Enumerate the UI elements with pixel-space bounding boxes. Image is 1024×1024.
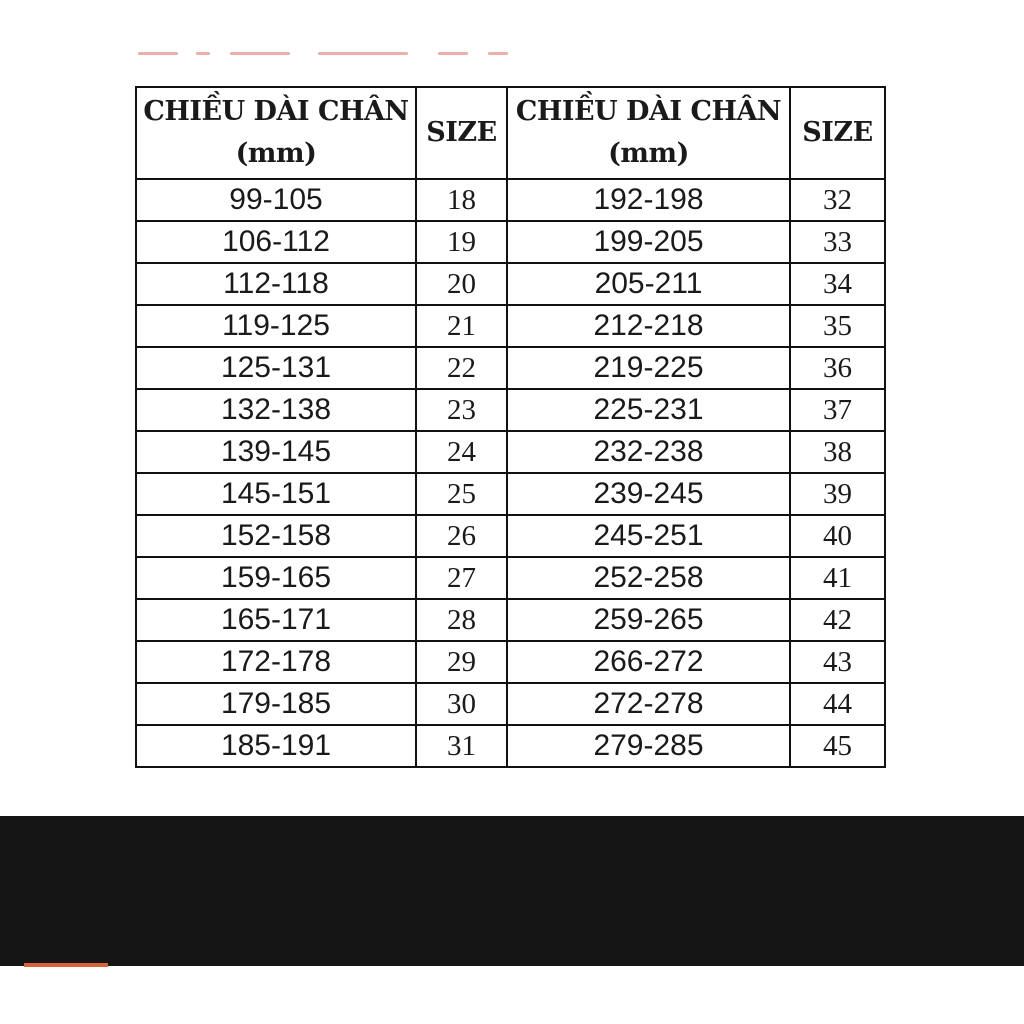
header-foot-length-right — [507, 87, 790, 179]
table-row — [136, 179, 885, 221]
cell-foot-length-left: 106-112 — [136, 221, 416, 263]
caption-fragment — [138, 52, 178, 55]
cell-size-left: 25 — [416, 473, 507, 515]
table-row — [136, 305, 885, 347]
cell-size-left: 29 — [416, 641, 507, 683]
shoe-size-table — [135, 86, 886, 768]
cell-foot-length-left: 99-105 — [136, 179, 416, 221]
cell-foot-length-right: 225-231 — [507, 389, 790, 431]
header-size-left: SIZE — [416, 87, 507, 179]
caption-fragment — [488, 52, 508, 55]
cell-size-left: 30 — [416, 683, 507, 725]
cropped-caption-remnant — [138, 46, 518, 60]
caption-fragment — [318, 52, 408, 55]
caption-fragment — [230, 52, 290, 55]
cell-foot-length-left: 185-191 — [136, 725, 416, 767]
cell-size-right: 37 — [790, 389, 885, 431]
cell-foot-length-right: 232-238 — [507, 431, 790, 473]
cell-foot-length-left: 119-125 — [136, 305, 416, 347]
header-foot-length-left — [136, 87, 416, 179]
orange-tab-indicator — [24, 963, 108, 967]
cell-size-right: 41 — [790, 557, 885, 599]
table-row — [136, 725, 885, 767]
cell-foot-length-left: 132-138 — [136, 389, 416, 431]
cell-foot-length-right: 245-251 — [507, 515, 790, 557]
cell-foot-length-left: 125-131 — [136, 347, 416, 389]
cell-foot-length-right: 259-265 — [507, 599, 790, 641]
header-size-right: SIZE — [790, 87, 885, 179]
header-title: CHIỀU DÀI CHÂN — [143, 96, 409, 127]
table-row — [136, 347, 885, 389]
cell-size-left: 23 — [416, 389, 507, 431]
cell-size-right: 44 — [790, 683, 885, 725]
cell-foot-length-right: 219-225 — [507, 347, 790, 389]
table-row — [136, 515, 885, 557]
cell-foot-length-left: 139-145 — [136, 431, 416, 473]
cell-size-left: 21 — [416, 305, 507, 347]
cell-foot-length-right: 252-258 — [507, 557, 790, 599]
table-row — [136, 473, 885, 515]
cell-foot-length-right: 199-205 — [507, 221, 790, 263]
caption-fragment — [196, 52, 210, 55]
caption-fragment — [438, 52, 468, 55]
header-title: CHIỀU DÀI CHÂN — [515, 96, 782, 127]
cell-size-left: 19 — [416, 221, 507, 263]
table-header-row — [136, 87, 885, 179]
cell-foot-length-left: 145-151 — [136, 473, 416, 515]
cell-foot-length-left: 159-165 — [136, 557, 416, 599]
table-row — [136, 683, 885, 725]
cell-size-left: 26 — [416, 515, 507, 557]
cell-size-right: 42 — [790, 599, 885, 641]
cell-size-left: 31 — [416, 725, 507, 767]
cell-size-left: 20 — [416, 263, 507, 305]
header-unit: (mm) — [608, 138, 689, 169]
table-row — [136, 557, 885, 599]
cell-size-right: 38 — [790, 431, 885, 473]
table-row — [136, 389, 885, 431]
cell-size-right: 34 — [790, 263, 885, 305]
cell-foot-length-left: 165-171 — [136, 599, 416, 641]
cell-foot-length-left: 152-158 — [136, 515, 416, 557]
header-unit: (mm) — [235, 138, 317, 169]
cell-size-right: 35 — [790, 305, 885, 347]
cell-foot-length-right: 279-285 — [507, 725, 790, 767]
table-row — [136, 641, 885, 683]
cell-foot-length-right: 212-218 — [507, 305, 790, 347]
cell-size-left: 18 — [416, 179, 507, 221]
cell-foot-length-right: 266-272 — [507, 641, 790, 683]
table-row — [136, 599, 885, 641]
cell-size-left: 24 — [416, 431, 507, 473]
cell-size-left: 22 — [416, 347, 507, 389]
cell-size-right: 39 — [790, 473, 885, 515]
cell-size-right: 40 — [790, 515, 885, 557]
cell-foot-length-right: 192-198 — [507, 179, 790, 221]
cell-size-right: 33 — [790, 221, 885, 263]
cell-foot-length-right: 272-278 — [507, 683, 790, 725]
cell-size-left: 27 — [416, 557, 507, 599]
cell-foot-length-left: 179-185 — [136, 683, 416, 725]
table-row — [136, 221, 885, 263]
cell-size-right: 36 — [790, 347, 885, 389]
cell-foot-length-right: 205-211 — [507, 263, 790, 305]
cell-size-right: 43 — [790, 641, 885, 683]
table-row — [136, 431, 885, 473]
table-body — [136, 179, 885, 767]
cell-size-right: 45 — [790, 725, 885, 767]
cell-size-left: 28 — [416, 599, 507, 641]
cell-foot-length-left: 172-178 — [136, 641, 416, 683]
cell-foot-length-right: 239-245 — [507, 473, 790, 515]
table-row — [136, 263, 885, 305]
cell-size-right: 32 — [790, 179, 885, 221]
cell-foot-length-left: 112-118 — [136, 263, 416, 305]
dark-footer-band — [0, 816, 1024, 966]
